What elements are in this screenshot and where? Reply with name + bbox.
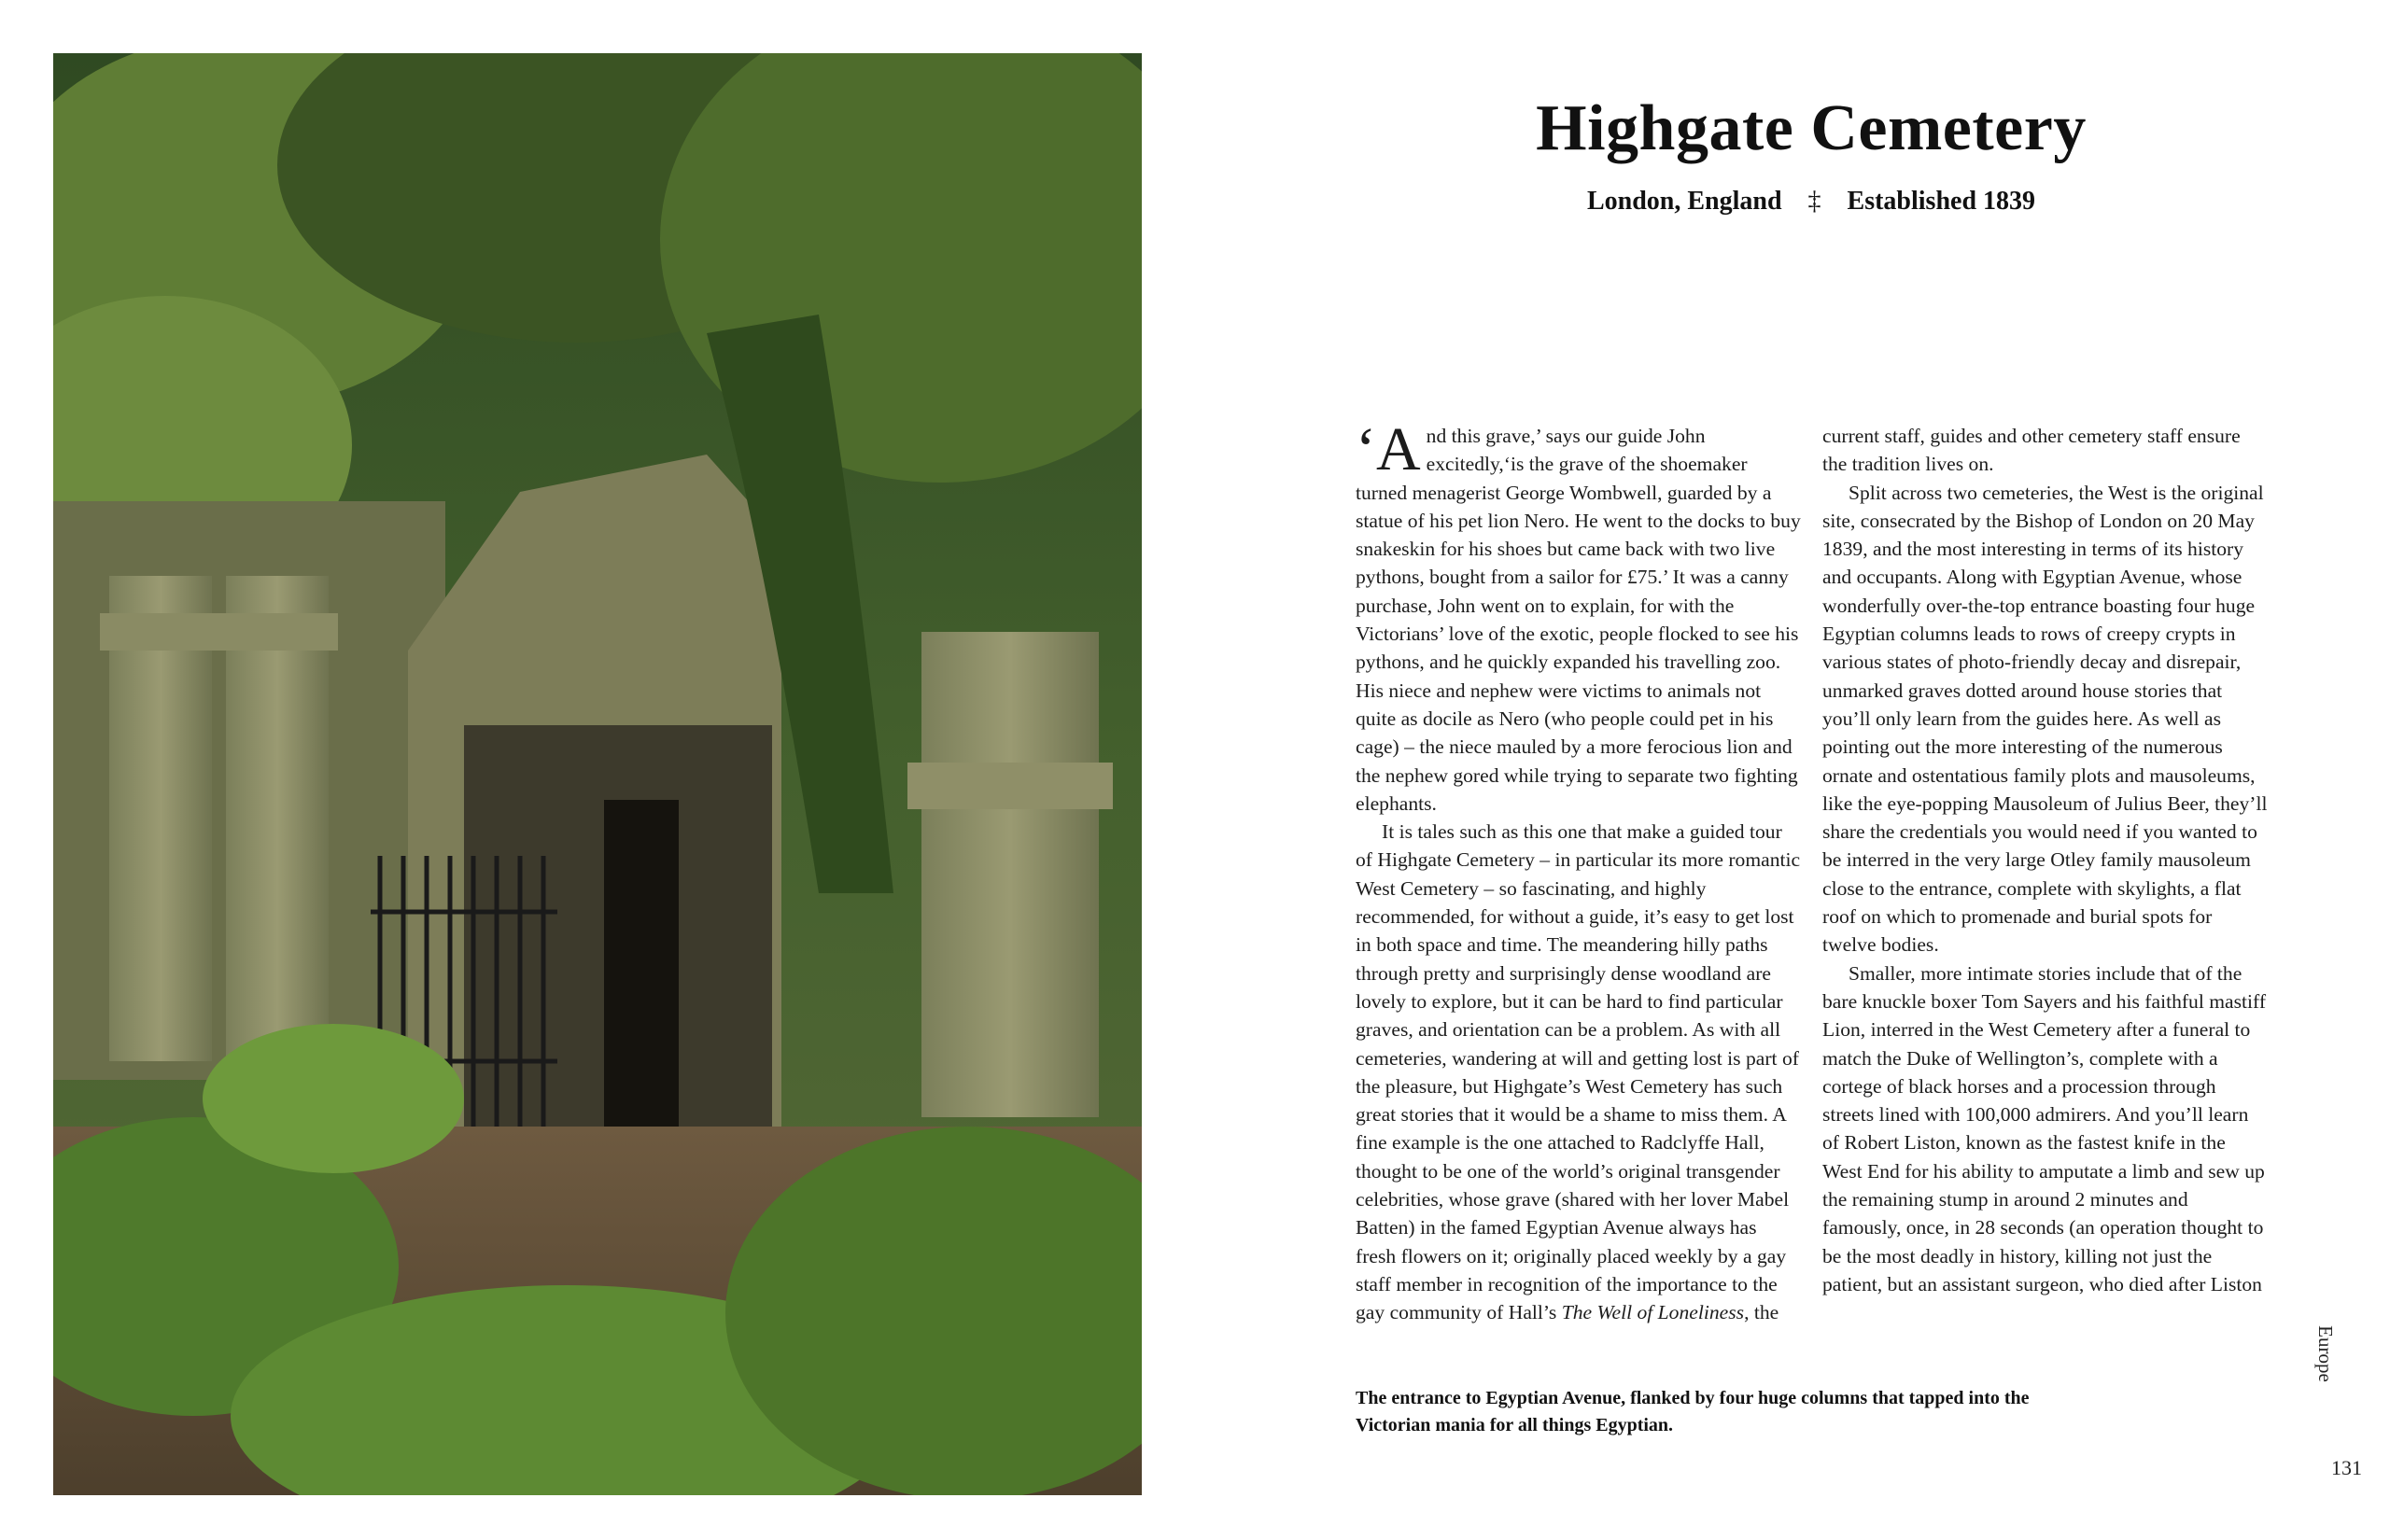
- location-label: London, England: [1586, 187, 1782, 216]
- section-tab: [2306, 1316, 2343, 1391]
- drop-cap: ‘A: [1356, 415, 1421, 483]
- egyptian-avenue-illustration: [53, 53, 1142, 1495]
- section-label: Europe: [2313, 1324, 2337, 1382]
- paragraph: Smaller, more intimate stories include that of the bare knuckle boxer Tom Sayers and his faithful mastiff Lion, interred in the West Cemetery after a funeral to match the Duke of Wellington’s, complete with a cortege of black horses and a procession through streets lined with 100,000 admirers. And you’ll learn of Robert Liston, known as the fastest knife in the West End for his ability to amputate a limb and sew up the remaining stump in around 2 minutes and famously, once, in 28 seconds (an operation thought to be the most deadly in history, killing not just the patient, but an assistant surgeon, who died after Liston: [1822, 961, 2267, 1295]
- double-dagger-icon: ‡: [1807, 187, 1821, 216]
- book-title: The Well of Loneliness: [1561, 1301, 1745, 1324]
- paragraph: ‘And this grave,’ says our guide John excitedly,‘is the grave of the shoemaker turned menagerist George Wombwell, guarded by a statue of his pet lion Nero. He went to the docks to buy snakeskin for his shoes but came back with two live pythons, bought from a sailor for £75.’ It was a canny purchase, John went on to explain, for with the Victorians’ love of the exotic, people flocked to see his pythons, and he quickly expanded his travelling zoo. His niece and nephew were victims to animals not quite as docile as Nero (who people could pet in his cage) – the niece mauled by a more ferocious lion and the nephew gored while trying to separate two fighting elephants.: [1356, 415, 1801, 815]
- photo-caption: The entrance to Egyptian Avenue, flanked by four huge columns that tapped into the Victorian mania for all things Egyptian.: [1356, 1388, 2030, 1435]
- page-title: Highgate Cemetery: [1536, 92, 2087, 164]
- text-column-1: [1356, 415, 1802, 1327]
- cemetery-photo: [53, 53, 1142, 1495]
- paragraph: Split across two cemeteries, the West is the original site, consecrated by the Bishop of London on 20 May 1839, and the most interesting in terms of its history and occupants. Along with Egyptian Avenue, whose wonderfully over-the-top entrance boasting four huge Egyptian columns leads to rows of creepy crypts in various states of photo-friendly decay and disrepair, unmarked graves dotted around house stories that you’ll only learn from the guides here. As well as pointing out the more interesting of the numerous ornate and ostentatious family plots and mausoleums, like the eye-popping Mausoleum of Julius Beer, they’ll share the credentials you would need if you wanted to be interred in the very large Otley family mausoleum close to the entrance, complete with skylights, a flat roof on which to promenade and burial spots for twelve bodies.: [1822, 481, 2268, 957]
- paragraph: It is tales such as this one that make a guided tour of Highgate Cemetery – in particular its more romantic West Cemetery – so fascinating, and highly recommended, for without a guide, it’s easy to get lost in both space and time. The meandering hilly paths through pretty and surprisingly dense woodland are lovely to explore, but it can be hard to find particular graves, and orientation can be a problem. As with all cemeteries, wandering at will and getting lost is part of the pleasure, but Highgate’s West Cemetery has such great stories that it would be a shame to miss them. A fine example is the one attached to Radclyffe Hall, thought to be one of the world’s original transgender celebrities, whose grave (shared with her lover Mabel Batten) in the famed Egyptian Avenue always has fresh flowers on it; originally placed weekly by a gay staff member in recognition of the importance to the gay community of Hall’s The Well of Loneliness, the: [1356, 820, 1801, 1324]
- established-label: Established 1839: [1847, 187, 2036, 216]
- paragraph: current staff, guides and other cemetery staff ensure the tradition lives on.: [1822, 425, 2241, 476]
- text-column-2: [1822, 422, 2269, 1298]
- subtitle: [1382, 187, 2241, 217]
- page-number: 131: [2331, 1456, 2362, 1479]
